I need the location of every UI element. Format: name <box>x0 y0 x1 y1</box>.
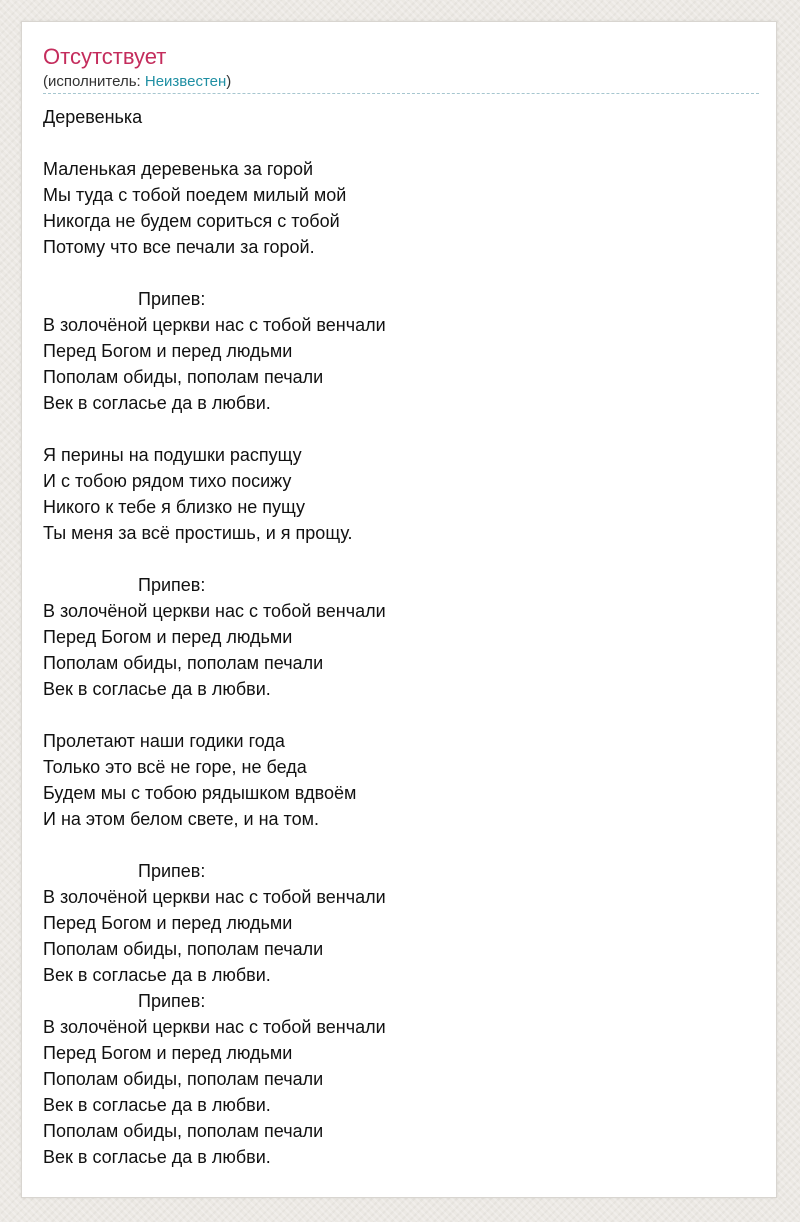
lyric-line <box>43 260 759 286</box>
artist-prefix: (исполнитель: <box>43 73 145 90</box>
lyric-line: Перед Богом и перед людьми <box>43 913 293 933</box>
lyric-line: Век в согласье да в любви. <box>43 1147 271 1167</box>
lyric-line: Потому что все печали за горой. <box>43 237 315 257</box>
artist-line <box>43 72 759 94</box>
artist-suffix: ) <box>226 73 232 90</box>
lyric-line: И на этом белом свете, и на том. <box>43 809 319 829</box>
lyric-line <box>43 416 759 442</box>
lyric-line: Я перины на подушки распущу <box>43 445 302 465</box>
song-title: Отсутствует <box>43 44 167 69</box>
lyric-line: Маленькая деревенька за горой <box>43 159 314 179</box>
lyric-line: Перед Богом и перед людьми <box>43 1043 293 1063</box>
lyric-line: Припев: <box>43 991 206 1011</box>
lyric-line: В золочёной церкви нас с тобой венчали <box>43 315 386 335</box>
lyric-line: Будем мы с тобою рядышком вдвоём <box>43 783 357 803</box>
lyric-line: Мы туда с тобой поедем милый мой <box>43 185 347 205</box>
lyric-line: Деревенька <box>43 107 143 127</box>
lyric-line: Пополам обиды, пополам печали <box>43 939 324 959</box>
lyric-line: В золочёной церкви нас с тобой венчали <box>43 601 386 621</box>
lyric-line: Только это всё не горе, не беда <box>43 757 307 777</box>
lyric-line: Век в согласье да в любви. <box>43 1095 271 1115</box>
lyric-line: Никогда не будем сориться с тобой <box>43 211 340 231</box>
lyric-line: В золочёной церкви нас с тобой венчали <box>43 1017 386 1037</box>
lyrics-text <box>43 104 759 1170</box>
lyric-line: Никого к тебе я близко не пущу <box>43 497 306 517</box>
lyric-line: Перед Богом и перед людьми <box>43 341 293 361</box>
lyric-line <box>43 832 759 858</box>
lyric-line <box>43 130 759 156</box>
lyric-line <box>43 546 759 572</box>
lyric-line: Век в согласье да в любви. <box>43 393 271 413</box>
lyric-line: Век в согласье да в любви. <box>43 679 271 699</box>
lyric-line: Век в согласье да в любви. <box>43 965 271 985</box>
lyric-line: Припев: <box>43 861 206 881</box>
lyric-line <box>43 702 759 728</box>
lyric-line: Припев: <box>43 289 206 309</box>
lyric-line: Перед Богом и перед людьми <box>43 627 293 647</box>
lyric-line: Пополам обиды, пополам печали <box>43 367 324 387</box>
lyric-line: Пополам обиды, пополам печали <box>43 653 324 673</box>
lyric-line: Припев: <box>43 575 206 595</box>
lyric-line: Ты меня за всё простишь, и я прощу. <box>43 523 353 543</box>
lyric-line: И с тобою рядом тихо посижу <box>43 471 292 491</box>
lyrics-card <box>21 21 777 1198</box>
lyric-line: Пролетают наши годики года <box>43 731 285 751</box>
artist-link[interactable]: Неизвестен <box>144 73 227 90</box>
lyric-line: Пополам обиды, пополам печали <box>43 1121 324 1141</box>
lyric-line: В золочёной церкви нас с тобой венчали <box>43 887 386 907</box>
lyric-line: Пополам обиды, пополам печали <box>43 1069 324 1089</box>
